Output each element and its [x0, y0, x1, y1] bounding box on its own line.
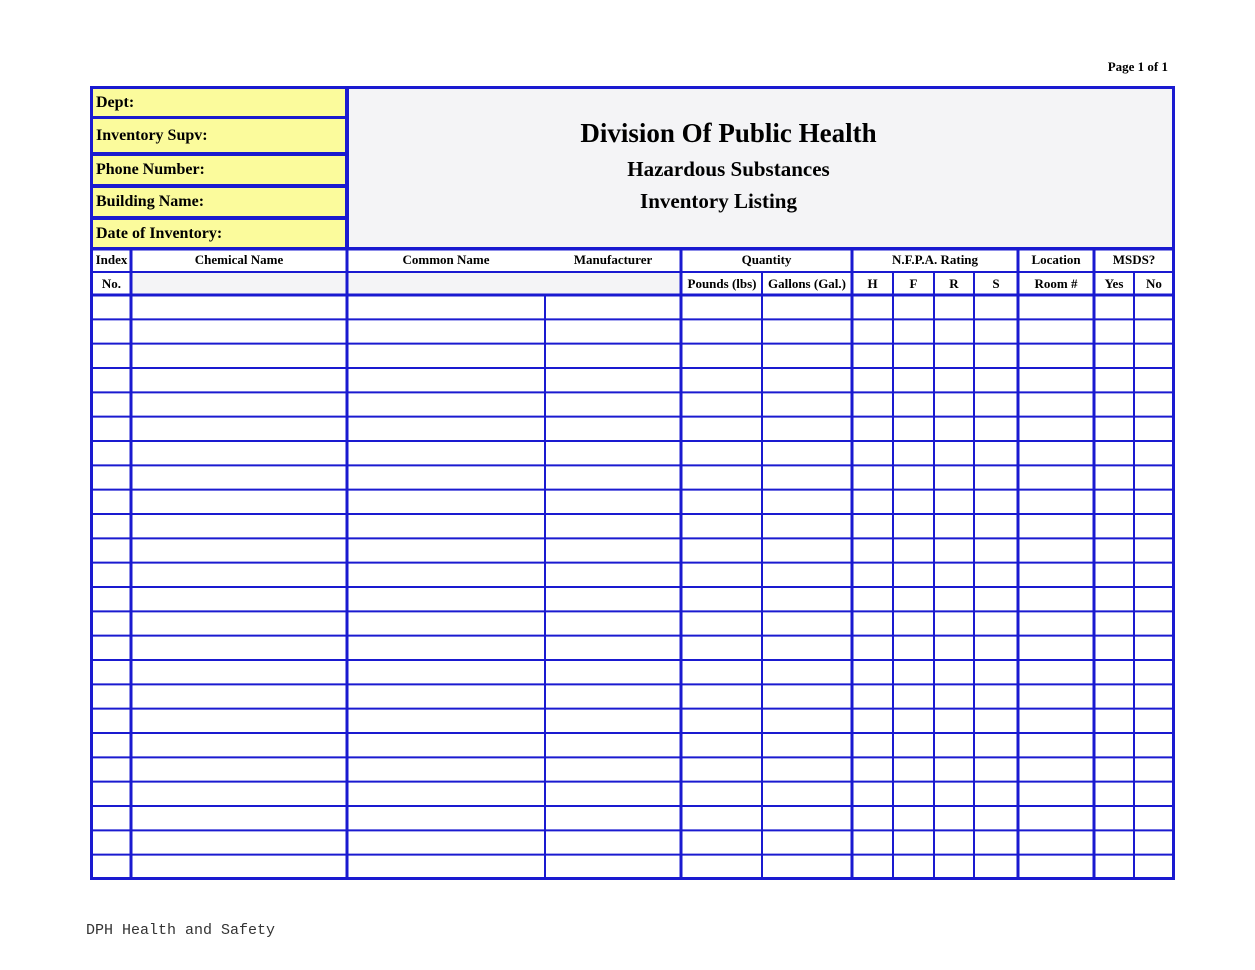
header-s: S — [992, 276, 1000, 291]
header-index: Index — [95, 252, 128, 267]
header-msds: MSDS? — [1112, 252, 1156, 267]
header-h: H — [867, 276, 878, 291]
header-quantity: Quantity — [741, 252, 792, 267]
header-pounds: Pounds (lbs) — [687, 276, 757, 291]
dept-field[interactable]: Dept: — [90, 86, 348, 119]
date-of-inventory-field[interactable]: Date of Inventory: — [90, 217, 348, 250]
footer-text: DPH Health and Safety — [86, 922, 276, 939]
header-manufacturer: Manufacturer — [573, 252, 653, 267]
inventory-supv-field[interactable]: Inventory Supv: — [90, 119, 348, 155]
phone-number-field[interactable]: Phone Number: — [90, 153, 348, 187]
header-r: R — [949, 276, 959, 291]
header-chemical-name: Chemical Name — [194, 252, 284, 267]
building-name-field[interactable]: Building Name: — [90, 185, 348, 219]
header-f: F — [909, 276, 918, 291]
header-nfpa-rating: N.F.P.A. Rating — [891, 252, 979, 267]
header-no: No. — [101, 276, 122, 291]
header-location: Location — [1031, 252, 1081, 267]
header-yes: Yes — [1104, 276, 1124, 291]
header-no-col: No — [1146, 276, 1162, 291]
header-common-name: Common Name — [402, 252, 490, 267]
page-title: Division Of Public Health — [580, 118, 877, 148]
page-number: Page 1 of 1 — [1107, 59, 1168, 74]
subtitle-inventory-listing: Inventory Listing — [640, 189, 797, 213]
header-gallons: Gallons (Gal.) — [767, 276, 846, 291]
subtitle-hazardous: Hazardous Substances — [627, 157, 830, 181]
header-room: Room # — [1034, 276, 1078, 291]
